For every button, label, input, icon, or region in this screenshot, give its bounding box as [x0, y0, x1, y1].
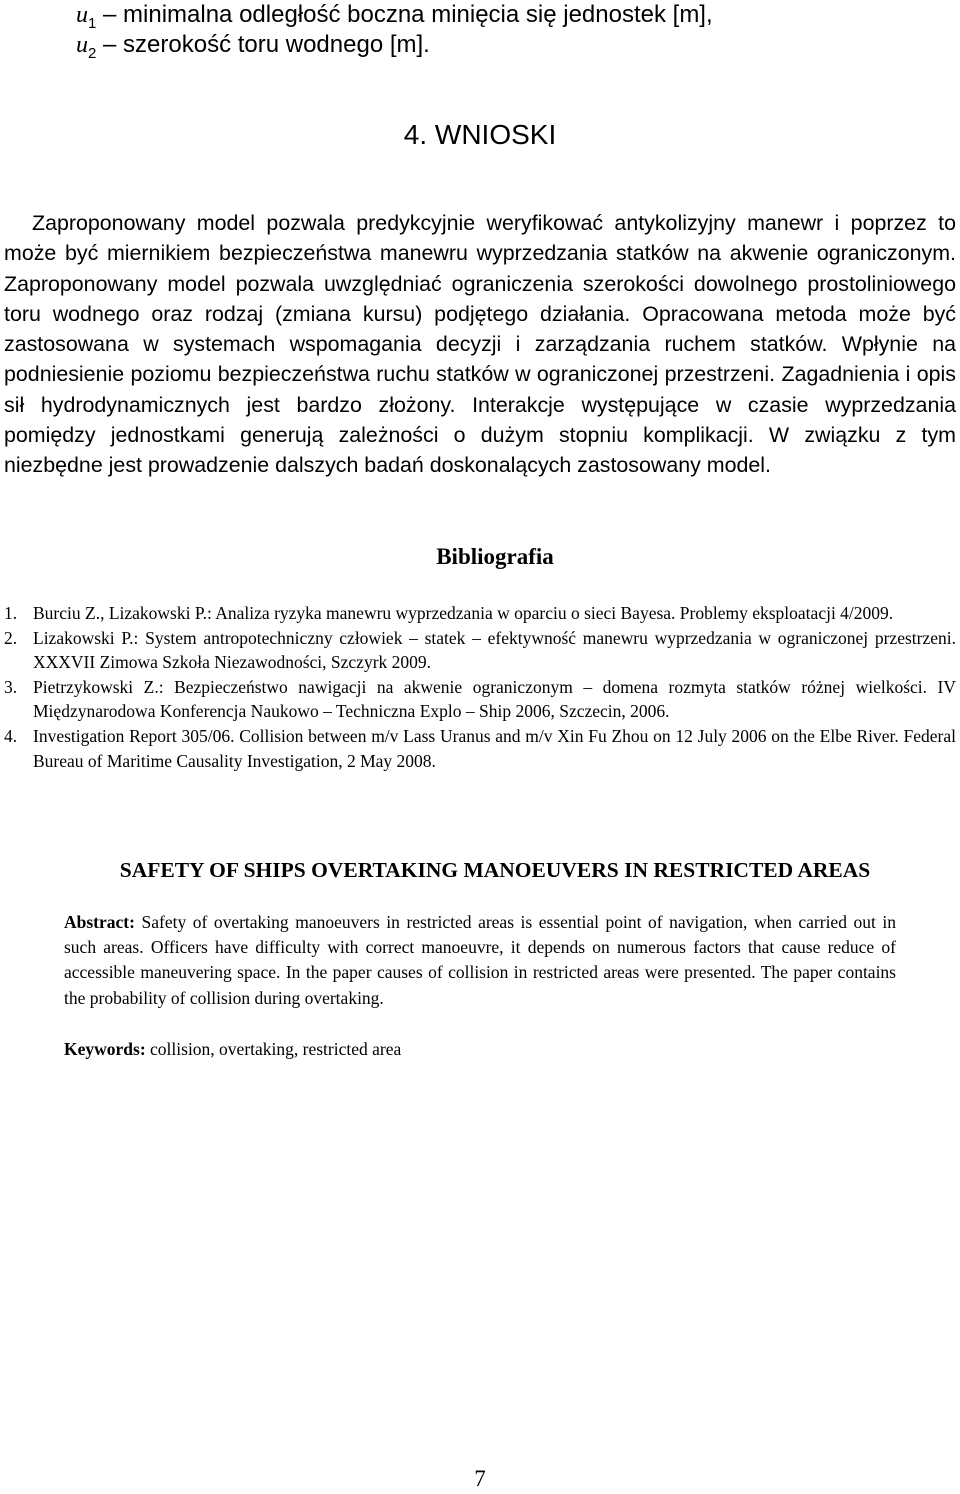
item-text: Investigation Report 305/06. Collision between m/v Lass Uranus and m/v Xin Fu Zhou on 12 July 2006 on the Elbe River. Federal Bureau of Maritime Causality Investigation, 2 May 2008.: [33, 725, 956, 771]
keywords-label: Keywords:: [64, 1039, 146, 1059]
english-title: SAFETY OF SHIPS OVERTAKING MANOEUVERS IN RESTRICTED AREAS: [119, 858, 871, 882]
keywords-text: collision, overtaking, restricted area: [145, 1039, 402, 1059]
bibliography-item: [4, 601, 956, 626]
bibliography-item: [4, 626, 956, 675]
item-number: 2.: [4, 627, 18, 648]
page-number: 7: [474, 1466, 486, 1491]
symbol-subscript: 1: [88, 14, 97, 32]
item-text: Pietrzykowski Z.: Bezpieczeństwo nawigacji na akwenie ograniczonym – domena rozmyta statków różnej wielkości. IV Międzynarodowa Konferencja Naukowo – Techniczna Explo – Ship 2006, Szczecin, 2006.: [33, 676, 956, 722]
symbol-subscript: 2: [88, 44, 97, 62]
abstract-label: Abstract:: [64, 912, 135, 932]
bibliography-item: [4, 675, 956, 724]
conclusions-paragraph: Zaproponowany model pozwala predykcyjnie weryfikować antykolizyjny manewr i poprzez to może być miernikiem bezpieczeństwa manewru wyprzedzania statków na akwenie ograniczonym. Zaproponowany model pozwala uwzględniać ograniczenia szerokości dowolnego prostoliniowego toru wodnego oraz rodzaj (zmiana kursu) podjętego działania. Opracowana metoda może być zastosowana w systemach wspomagania decyzji i zarządzania ruchem statków. Wpłynie na podniesienie poziomu bezpieczeństwa ruchu statków w ograniczonej przestrzeni. Zagadnienia i opis sił hydrodynamicznych jest bardzo złożony. Interakcje występujące w czasie wyprzedzania pomiędzy jednostkami generują zależności o dużym stopniu komplikacji. W związku z tym niezbędne jest prowadzenie dalszych badań doskonalących zastosowany model.: [4, 211, 956, 478]
item-number: 1.: [4, 603, 18, 623]
bibliography-list: [4, 601, 956, 773]
bibliography-item: [4, 724, 956, 773]
keywords: [64, 1037, 896, 1062]
symbol-definitions: [76, 0, 713, 60]
item-text: Burciu Z., Lizakowski P.: Analiza ryzyka manewru wyprzedzania w oparciu o sieci Bayesa. Problemy eksploatacji 4/2009.: [33, 603, 894, 623]
item-number: 4.: [4, 725, 18, 746]
definition-u1: [76, 0, 713, 30]
item-number: 3.: [4, 676, 18, 697]
section-title: 4. WNIOSKI: [403, 119, 557, 150]
item-text: Lizakowski P.: System antropotechniczny człowiek – statek – efektywność manewru wyprzedzania w ograniczonej przestrzeni. XXXVII Zimowa Szkoła Niezawodności, Szczyrk 2009.: [33, 627, 956, 673]
definition-text: – szerokość toru wodnego [m].: [96, 31, 430, 58]
definition-text: – minimalna odległość boczna minięcia się jednostek [m],: [96, 1, 713, 28]
definition-u2: [76, 30, 713, 60]
symbol: u: [76, 2, 88, 28]
symbol: u: [76, 32, 88, 58]
abstract: [64, 910, 896, 1011]
abstract-text: Safety of overtaking manoeuvers in restricted areas is essential point of navigation, when carried out in such areas. Officers have difficulty with correct manoeuvre, it depends on numerous factors that cause reduce of accessible maneuvering space. In the paper causes of collision in restricted areas were presented. The paper contains the probability of collision during overtaking.: [64, 912, 896, 1008]
bibliography-title: Bibliografia: [436, 544, 554, 569]
